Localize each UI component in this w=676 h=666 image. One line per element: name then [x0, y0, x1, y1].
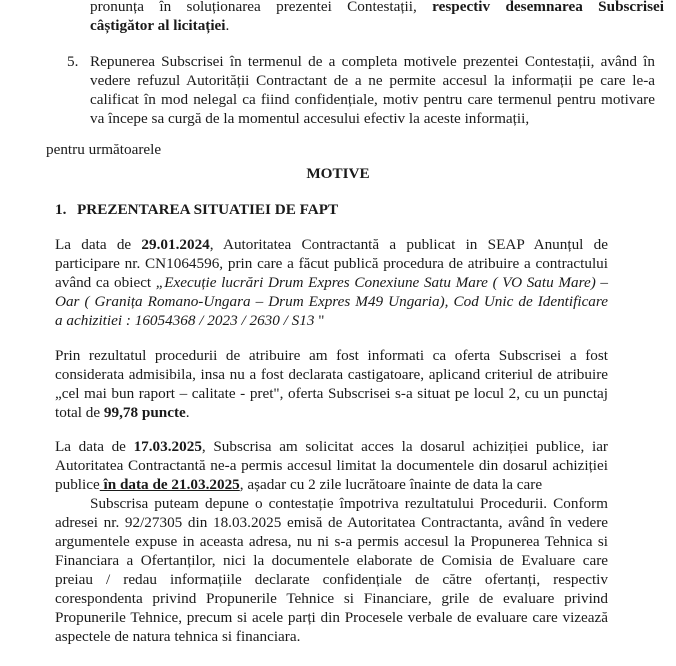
para1-date: 29.01.2024 — [141, 236, 210, 253]
para3-line-9: corespondenta privind Propunerile Tehnice si Financiare, grile de evaluare privind — [55, 590, 608, 607]
item4-bold-text-2: câștigător al licitației — [90, 17, 226, 34]
motive-heading: MOTIVE — [306, 165, 370, 182]
item4-text: pronunța în soluționarea prezentei Contestații, — [90, 0, 433, 15]
para2-line-3: „cel mai bun raport – calitate - pret", oferta Subscrisei s-a situat pe locul 2, cu un punctaj — [55, 385, 608, 402]
para3-line-3 — [55, 475, 542, 494]
para3-text: La data de — [55, 438, 134, 455]
para3-line-8: preiau / redau informațiile declarate confidențiale de către ofertanți, respectiv — [55, 571, 608, 588]
para1-cod-unic: a achizitiei : 16054368 / 2023 / 2630 / S13 — [55, 312, 315, 329]
para2-end: . — [185, 404, 190, 421]
item5-line-4: va începe sa curgă de la momentul accesului efectiv la aceste informații, — [90, 110, 530, 127]
para1-object-title: „Execuție lucrări Drum Expres Conexiune Satu Mare ( VO Satu Mare) – — [155, 274, 608, 291]
para2-score: 99,78 puncte — [103, 404, 186, 421]
para2-total-label: total de — [55, 404, 104, 421]
para3-text-b: , Subscrisa am solicitat acces la dosarul achiziției publice, iar — [201, 438, 608, 455]
para1-line-2: participare nr. CN1064596, prin care a făcut publică procedura de atribuire a contractului — [55, 255, 608, 272]
item5-line-2: vedere refuzul Autorității Contractant de a ne permite accesul la informații pe care le-a — [90, 72, 655, 89]
item4-end: . — [225, 17, 230, 34]
para2-line-1: Prin rezultatul procedurii de atribuire am fost informati ca oferta Subscrisei a fost — [55, 347, 608, 364]
para3-line-4: Subscrisa puteam depune o contestație împotriva rezultatului Procedurii. Conform — [90, 495, 608, 512]
item5-number: 5. — [67, 53, 79, 70]
para3-publice: publice — [55, 476, 100, 493]
item4-line-2 — [90, 16, 229, 35]
para1-text-b: , Autoritatea Contractantă a publicat in SEAP Anunțul de — [209, 236, 608, 253]
para1-line-5 — [55, 311, 324, 330]
item4-bold-text: respectiv desemnarea Subscrisei — [432, 0, 664, 15]
para3-line-7: Financiara a Ofertanților, nici la documentele elaborate de Comisia de Evaluare care — [55, 552, 608, 569]
section-1-number: 1. — [55, 201, 67, 218]
para1-line-4: Oar ( Granița Romano-Ungara – Drum Expres M49 Ungaria), Cod Unic de Identificare — [55, 293, 608, 310]
item5-line-1: Repunerea Subscrisei în termenul de a completa motivele prezentei Contestații, având în — [90, 53, 655, 70]
para1-obiect-label: având ca obiect — [55, 274, 156, 291]
para1-quote-end: " — [314, 312, 325, 329]
para3-line-10: Propunerile Tehnice, precum si acele parți din Procesele verbale de evaluare care vizează — [55, 609, 608, 626]
para3-text-c: , așadar cu 2 zile lucrătoare înainte de data la care — [239, 476, 543, 493]
para1-text: La data de — [55, 236, 142, 253]
para3-line-11: aspectele de natura tehnica si financiara. — [55, 628, 301, 645]
section-1-title: PREZENTAREA SITUATIEI DE FAPT — [77, 201, 339, 218]
para2-line-4 — [55, 403, 190, 422]
para3-line-6: argumentele expuse in aceasta adresa, nu ni s-a permis accesul la Propunerea Tehnica si — [55, 533, 608, 550]
para1-line-3 — [55, 273, 608, 292]
item4-line-1 — [90, 0, 664, 16]
para3-access-date: în data de 21.03.2025 — [99, 476, 240, 493]
pentru-text: pentru următoarele — [46, 141, 162, 158]
item5-line-3: calificat în mod nelegal ca fiind confidențiale, motiv pentru care termenul pentru motivare — [90, 91, 655, 108]
para2-line-2: considerata admisibila, insa nu a fost declarata castigatoare, aplicand criteriul de atribuire — [55, 366, 608, 383]
para3-line-2: Autoritatea Contractantă ne-a permis accesul limitat la documentele din dosarul achiziției — [55, 457, 608, 474]
para3-line-5: adresei nr. 92/27305 din 18.03.2025 emisă de Autoritatea Contractanta, având în vedere — [55, 514, 608, 531]
para1-line-1 — [55, 235, 608, 254]
para3-date: 17.03.2025 — [133, 438, 202, 455]
para3-line-1 — [55, 437, 608, 456]
